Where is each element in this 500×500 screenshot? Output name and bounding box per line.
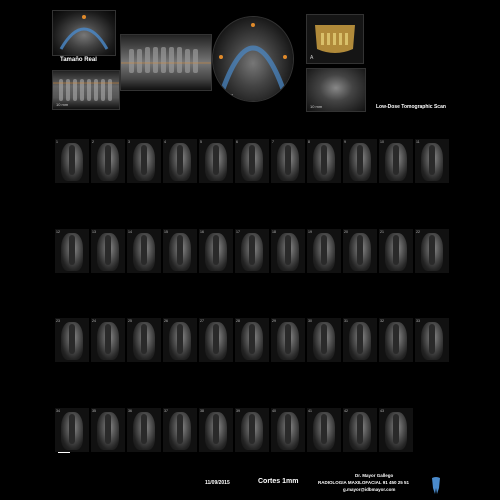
slice-number: 3 — [128, 140, 130, 144]
cross-section-slice — [379, 318, 413, 362]
cross-section-slice — [415, 318, 449, 362]
3d-skull-icon — [307, 15, 363, 63]
cross-section-slice — [55, 229, 89, 273]
panoramic-view-bottom — [52, 70, 120, 110]
slice-number: 29 — [272, 319, 276, 323]
cross-section-slice — [163, 318, 197, 362]
slice-number: 25 — [128, 319, 132, 323]
cross-section-slice — [307, 318, 341, 362]
cross-section-slice — [199, 139, 233, 183]
slice-number: 37 — [164, 409, 168, 413]
slice-number: 36 — [128, 409, 132, 413]
cross-section-slice — [235, 229, 269, 273]
slice-number: 14 — [128, 230, 132, 234]
slice-number: 1 — [56, 140, 58, 144]
slice-number: 7 — [272, 140, 274, 144]
cross-section-slice — [91, 229, 125, 273]
slice-number: 41 — [308, 409, 312, 413]
cross-section-slice — [343, 229, 377, 273]
slice-row-2 — [55, 229, 449, 273]
real-size-label: Tamaño Real — [60, 57, 97, 63]
cross-section-slice — [91, 318, 125, 362]
panoramic-teeth — [121, 35, 211, 90]
cross-section-slice — [307, 139, 341, 183]
cross-section-slice — [271, 139, 305, 183]
slice-number: 40 — [272, 409, 276, 413]
slice-number: 2 — [92, 140, 94, 144]
panoramic-view-top — [120, 34, 212, 91]
cross-section-slice — [271, 318, 305, 362]
email-address: g.mayor@idbmayor.com — [343, 487, 396, 492]
slice-number: 43 — [380, 409, 384, 413]
cross-section-slice — [307, 408, 341, 452]
cross-section-slice — [55, 139, 89, 183]
implant-markers — [53, 11, 115, 55]
slice-number: 24 — [92, 319, 96, 323]
cross-section-slice — [163, 408, 197, 452]
cross-section-slice — [379, 229, 413, 273]
cross-section-slice — [55, 318, 89, 362]
cross-section-slice — [127, 229, 161, 273]
cross-section-slice — [271, 408, 305, 452]
slice-number: 18 — [272, 230, 276, 234]
slice-number: 8 — [308, 140, 310, 144]
slice-number: 16 — [200, 230, 204, 234]
slice-number: 35 — [92, 409, 96, 413]
footer-title: Cortes 1mm — [258, 478, 299, 485]
doctor-name: Dr. Mayor Gallego — [355, 473, 394, 478]
slice-number: 28 — [236, 319, 240, 323]
slice-number: 26 — [164, 319, 168, 323]
slice-number: 23 — [56, 319, 60, 323]
slice-number: 19 — [308, 230, 312, 234]
slice-number: 15 — [164, 230, 168, 234]
slice-number: 12 — [56, 230, 60, 234]
slice-number: 13 — [92, 230, 96, 234]
cross-section-slice — [343, 318, 377, 362]
tooth-logo-icon — [430, 476, 442, 496]
slice-number: 39 — [236, 409, 240, 413]
slice-number: 22 — [416, 230, 420, 234]
slice-row-1 — [55, 139, 449, 183]
slice-number: 11 — [416, 140, 420, 144]
slice-number: 21 — [380, 230, 384, 234]
cross-section-slice — [199, 318, 233, 362]
scan-date: 11/09/2015 — [205, 480, 230, 486]
cross-section-slice — [199, 408, 233, 452]
3d-render-view — [306, 14, 364, 64]
sagittal-view — [306, 68, 366, 112]
slice-number: 33 — [416, 319, 420, 323]
slice-number: 31 — [344, 319, 348, 323]
slice-number: 42 — [344, 409, 348, 413]
cross-section-slice — [127, 318, 161, 362]
cross-section-slice — [127, 408, 161, 452]
cross-section-slice — [199, 229, 233, 273]
slice-number: 6 — [236, 140, 238, 144]
scale-label: 10 mm — [310, 104, 323, 109]
cross-section-slice — [343, 139, 377, 183]
slice-number: 30 — [308, 319, 312, 323]
scale-bar — [58, 452, 70, 453]
slice-number: 27 — [200, 319, 204, 323]
axial-arch-view — [52, 10, 116, 56]
cross-section-slice — [415, 139, 449, 183]
slice-number: 4 — [164, 140, 166, 144]
clinic-info: RADIOLOGIA MAXILOFACIAL 91 450 25 51 — [318, 480, 410, 485]
axial-arch-markers — [213, 17, 293, 101]
slice-number: 34 — [56, 409, 60, 413]
cross-section-slice — [91, 139, 125, 183]
cross-section-slice — [271, 229, 305, 273]
cross-section-slice — [55, 408, 89, 452]
cross-section-slice — [163, 139, 197, 183]
slice-number: 9 — [344, 140, 346, 144]
scale-label: 10 mm — [221, 92, 234, 97]
slice-number: 32 — [380, 319, 384, 323]
cross-section-slice — [379, 139, 413, 183]
cross-section-slice — [235, 139, 269, 183]
marker-a-label: A — [310, 55, 314, 61]
slice-row-3 — [55, 318, 449, 362]
slice-number: 5 — [200, 140, 202, 144]
cross-section-slice — [415, 229, 449, 273]
cross-section-slice — [235, 408, 269, 452]
cross-section-slice — [307, 229, 341, 273]
slice-number: 38 — [200, 409, 204, 413]
cross-section-slice — [379, 408, 413, 452]
cross-section-slice — [235, 318, 269, 362]
slice-number: 10 — [380, 140, 384, 144]
cross-section-slice — [163, 229, 197, 273]
cross-section-slice — [343, 408, 377, 452]
scan-type-title: Low-Dose Tomographic Scan — [376, 104, 446, 110]
slice-number: 20 — [344, 230, 348, 234]
slice-number: 17 — [236, 230, 240, 234]
scale-label: 10 mm — [56, 102, 69, 107]
axial-circle-view — [212, 16, 294, 102]
cross-section-slice — [91, 408, 125, 452]
cross-section-slice — [127, 139, 161, 183]
slice-row-4 — [55, 408, 413, 452]
